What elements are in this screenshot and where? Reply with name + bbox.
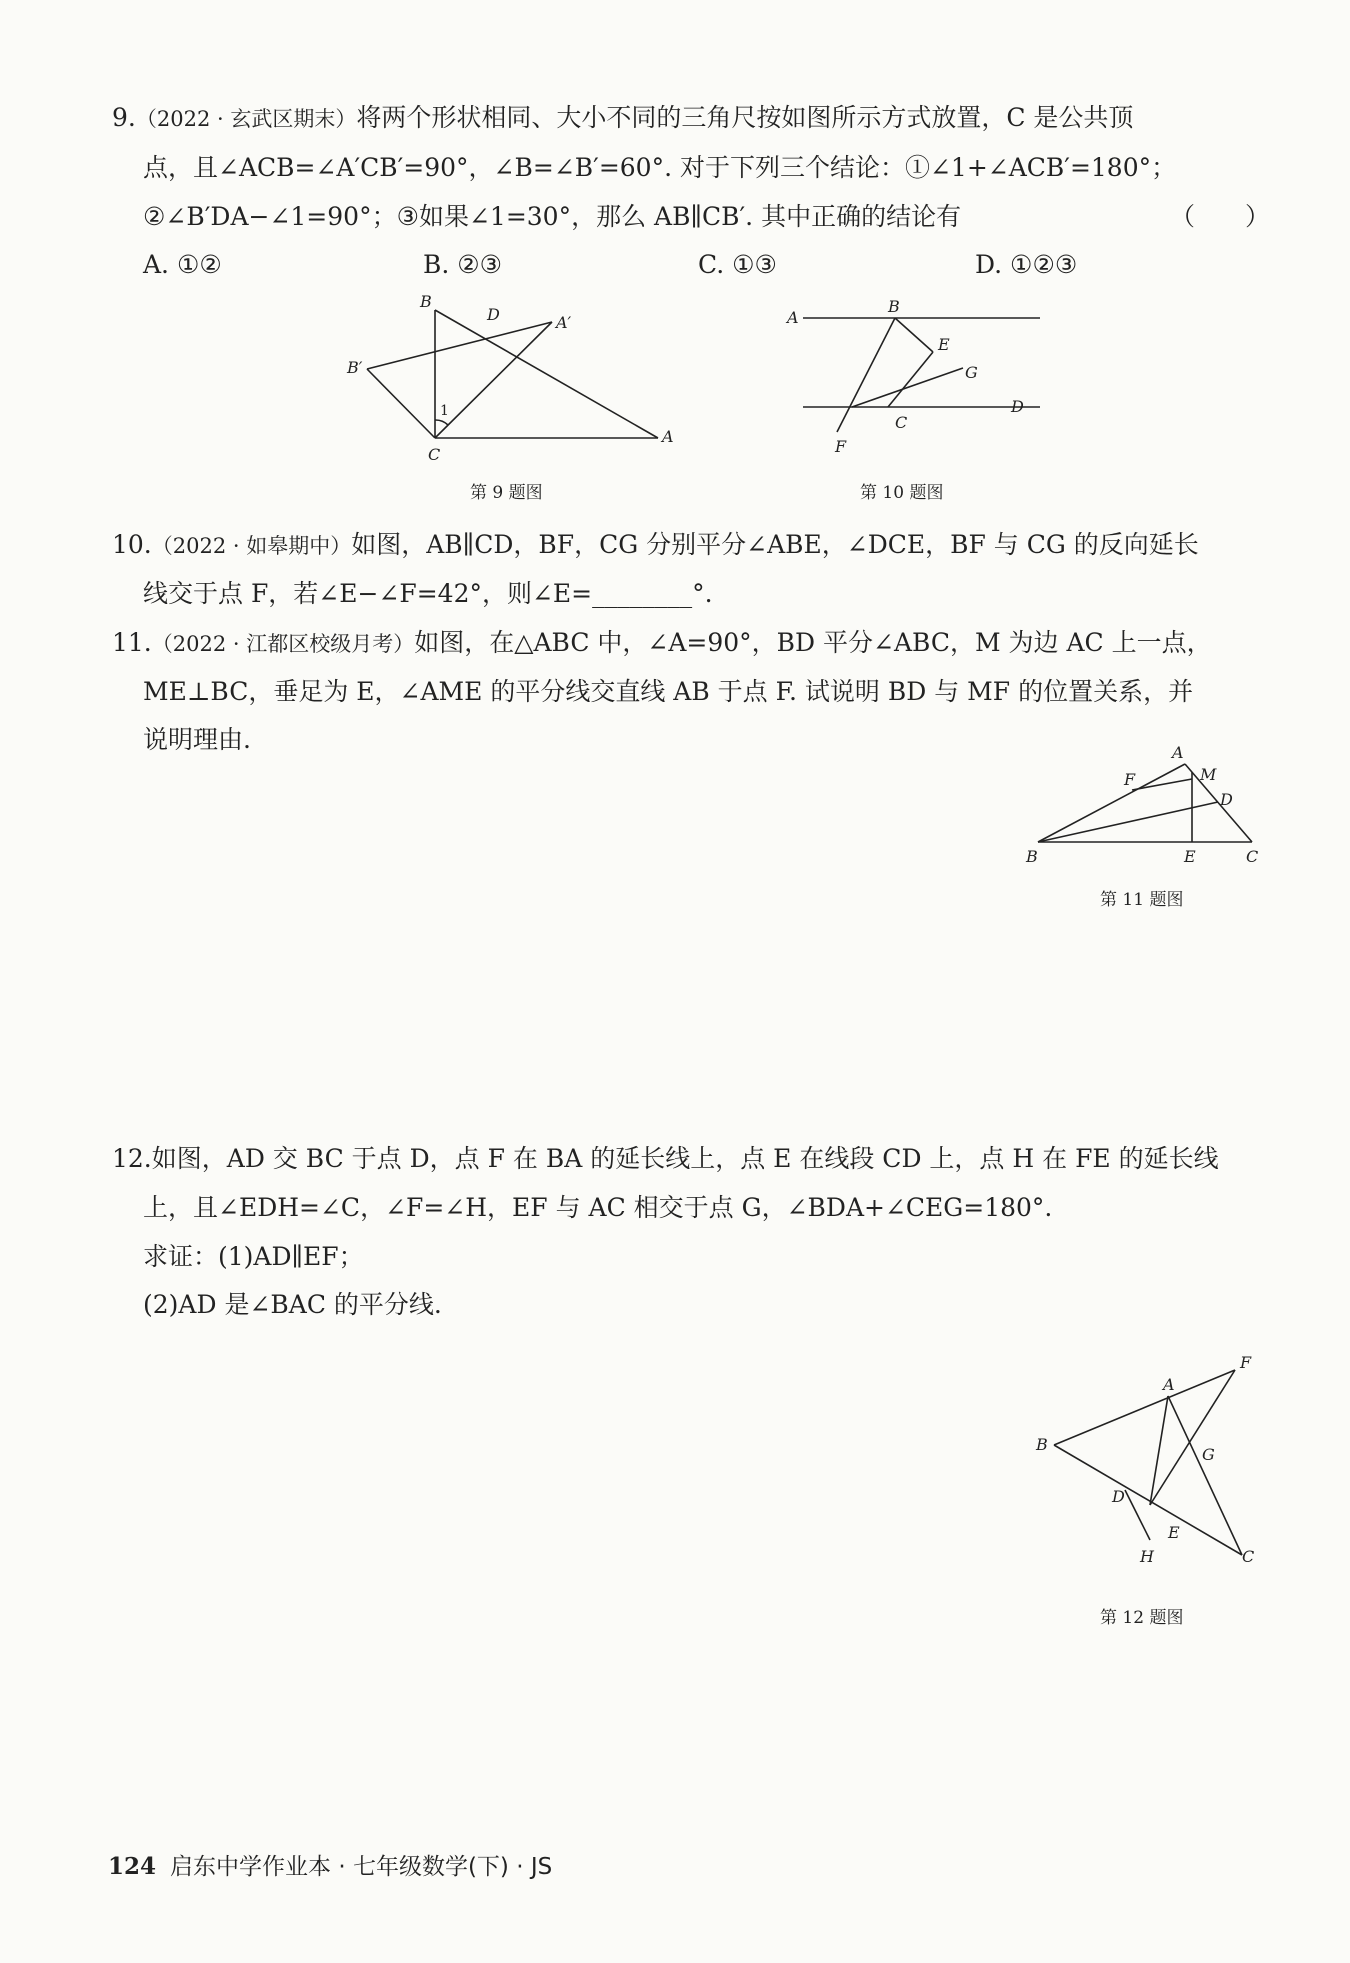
fig12-label-d: D xyxy=(1112,1487,1125,1506)
q11-line1: 11.（2022 · 江都区校级月考）如图，在△ABC 中，∠A=90°，BD 平分∠ABC，M 为边 AC 上一点， xyxy=(112,628,1212,657)
fig11-label-f: F xyxy=(1124,770,1136,789)
fig10-label-c: C xyxy=(895,413,908,432)
q9-choice-c: C. ①③ xyxy=(698,250,777,279)
q9-line2: 点，且∠ACB=∠A′CB′=90°，∠B=∠B′=60°. 对于下列三个结论：①∠1+∠ACB′=180°； xyxy=(143,153,1177,182)
fig9-label-a: A xyxy=(662,427,674,446)
fig9-caption: 第 9 题图 xyxy=(470,483,543,503)
q9-answer-paren: （ ） xyxy=(1170,202,1271,231)
q11-line2: ME⊥BC，垂足为 E，∠AME 的平分线交直线 AB 于点 F. 试说明 BD 与 MF 的位置关系，并 xyxy=(143,677,1194,706)
q9-choice-a: A. ①② xyxy=(143,250,222,279)
fig10-label-g: G xyxy=(965,363,978,382)
fig11-label-e: E xyxy=(1184,847,1196,866)
fig12-label-f: F xyxy=(1240,1353,1252,1372)
fig12-label-c: C xyxy=(1242,1547,1255,1566)
fig10-label-e: E xyxy=(938,335,950,354)
fig10-label-a: A xyxy=(787,308,799,327)
figure-11 xyxy=(1020,720,1270,874)
q9-line3: ②∠B′DA−∠1=90°；③如果∠1=30°，那么 AB∥CB′. 其中正确的结论有 xyxy=(143,202,962,231)
q12-line3: 求证：(1)AD∥EF； xyxy=(143,1242,364,1271)
figure-10 xyxy=(775,290,1045,474)
fig12-label-e: E xyxy=(1168,1523,1180,1542)
figure-12 xyxy=(1020,1350,1280,1584)
q10-line2: 线交于点 F，若∠E−∠F=42°，则∠E=________°. xyxy=(143,579,713,608)
fig9-label-1: 1 xyxy=(440,403,449,419)
fig12-label-b: B xyxy=(1036,1435,1048,1454)
fig11-label-c: C xyxy=(1246,847,1259,866)
fig9-label-b-prime: B′ xyxy=(347,358,363,377)
fig11-caption: 第 11 题图 xyxy=(1100,890,1184,910)
q9-choice-b: B. ②③ xyxy=(423,250,503,279)
fig10-caption: 第 10 题图 xyxy=(860,483,944,503)
page-number: 124 xyxy=(108,1853,157,1880)
fig10-label-d: D xyxy=(1011,397,1024,416)
figure-9 xyxy=(340,290,700,474)
book-title: 启东中学作业本 · 七年级数学(下) · JS xyxy=(170,1854,553,1880)
fig11-label-a: A xyxy=(1172,743,1184,762)
fig9-label-a-prime: A′ xyxy=(556,313,572,332)
fig12-label-a: A xyxy=(1163,1375,1175,1394)
page-footer xyxy=(108,1848,552,1881)
q9-line1: 9.（2022 · 玄武区期末）将两个形状相同、大小不同的三角尺按如图所示方式放置，C 是公共顶 xyxy=(112,103,1134,132)
q12-line1: 12.如图，AD 交 BC 于点 D，点 F 在 BA 的延长线上，点 E 在线段 CD 上，点 H 在 FE 的延长线 xyxy=(112,1144,1219,1173)
q12-line2: 上，且∠EDH=∠C，∠F=∠H，EF 与 AC 相交于点 G，∠BDA+∠CEG=180°. xyxy=(143,1193,1053,1222)
fig9-label-d: D xyxy=(487,305,500,324)
fig11-label-m: M xyxy=(1200,765,1217,784)
q12-line4: (2)AD 是∠BAC 的平分线. xyxy=(143,1290,442,1319)
fig12-label-h: H xyxy=(1140,1547,1154,1566)
fig12-caption: 第 12 题图 xyxy=(1100,1608,1184,1628)
fig10-label-f: F xyxy=(835,437,847,456)
q9-choice-d: D. ①②③ xyxy=(975,250,1078,279)
fig9-label-b: B xyxy=(420,292,432,311)
fig11-label-b: B xyxy=(1026,847,1038,866)
fig12-label-g: G xyxy=(1202,1445,1215,1464)
q10-line1: 10.（2022 · 如皋期中）如图，AB∥CD，BF，CG 分别平分∠ABE，∠DCE，BF 与 CG 的反向延长 xyxy=(112,530,1199,559)
fig11-label-d: D xyxy=(1220,790,1233,809)
fig10-label-b: B xyxy=(888,297,900,316)
q11-line3: 说明理由. xyxy=(143,725,251,754)
fig9-label-c: C xyxy=(428,445,441,464)
